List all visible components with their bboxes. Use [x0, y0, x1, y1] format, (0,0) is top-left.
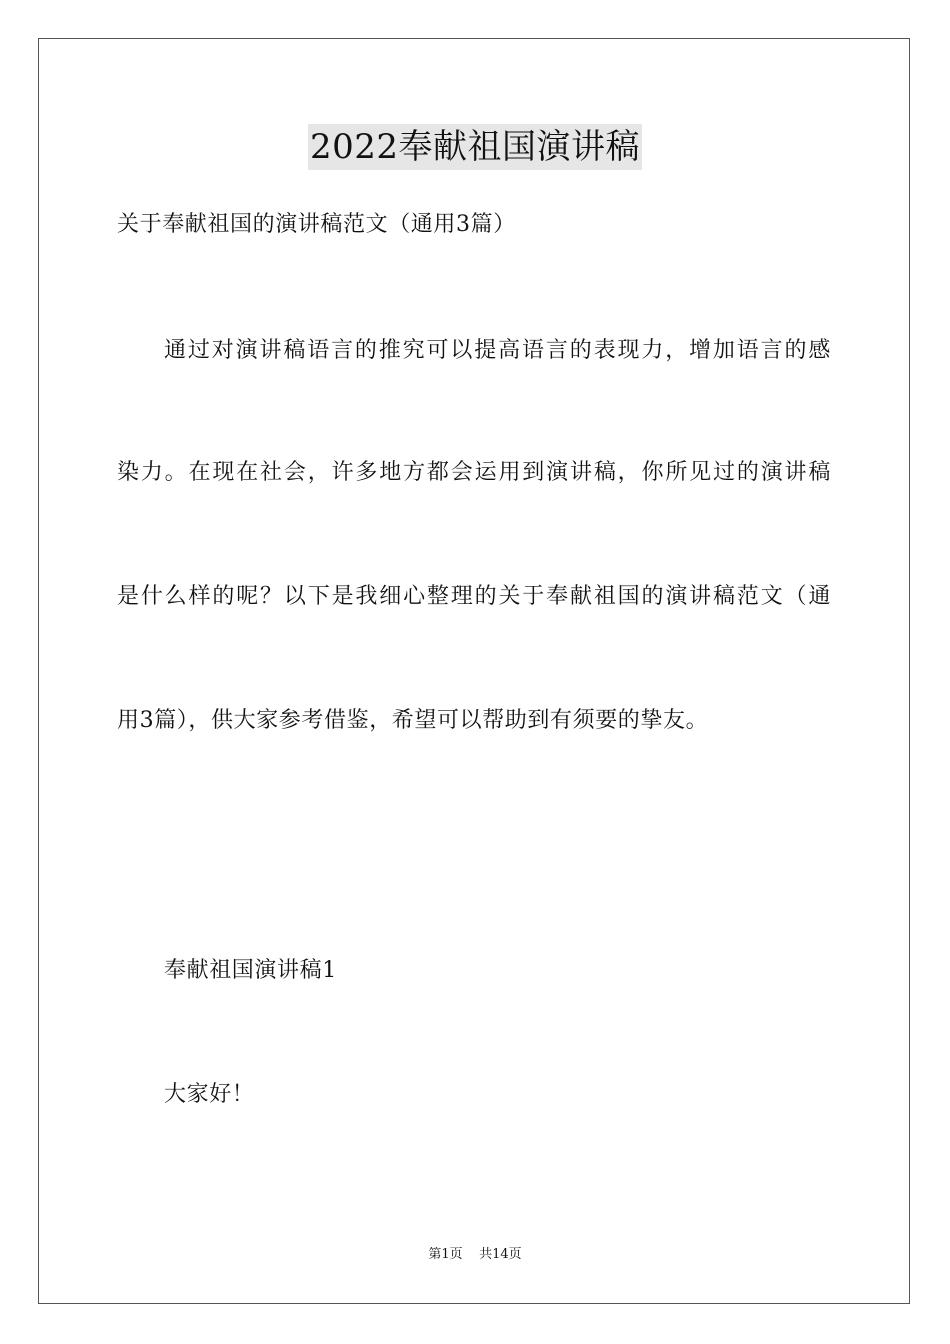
document-subtitle: 关于奉献祖国的演讲稿范文（通用3篇） — [117, 212, 516, 237]
greeting: 大家好！ — [164, 1082, 255, 1107]
section-heading: 奉献祖国演讲稿1 — [164, 958, 337, 983]
page-footer — [0, 1246, 950, 1264]
intro-line-3: 是什么样的呢？以下是我细心整理的关于奉献祖国的演讲稿范文（通 — [117, 584, 831, 609]
intro-line-2: 染力。在现在社会，许多地方都会运用到演讲稿，你所见过的演讲稿 — [117, 460, 831, 485]
page-total: 共14页 — [479, 1247, 522, 1262]
intro-line-1: 通过对演讲稿语言的推究可以提高语言的表现力，增加语言的感 — [164, 338, 831, 363]
document-title: 2022奉献祖国演讲稿 — [308, 124, 642, 170]
title-container — [0, 124, 950, 170]
page-number: 第1页 — [428, 1247, 463, 1262]
intro-line-4: 用3篇），供大家参考借鉴，希望可以帮助到有须要的挚友。 — [117, 708, 709, 733]
